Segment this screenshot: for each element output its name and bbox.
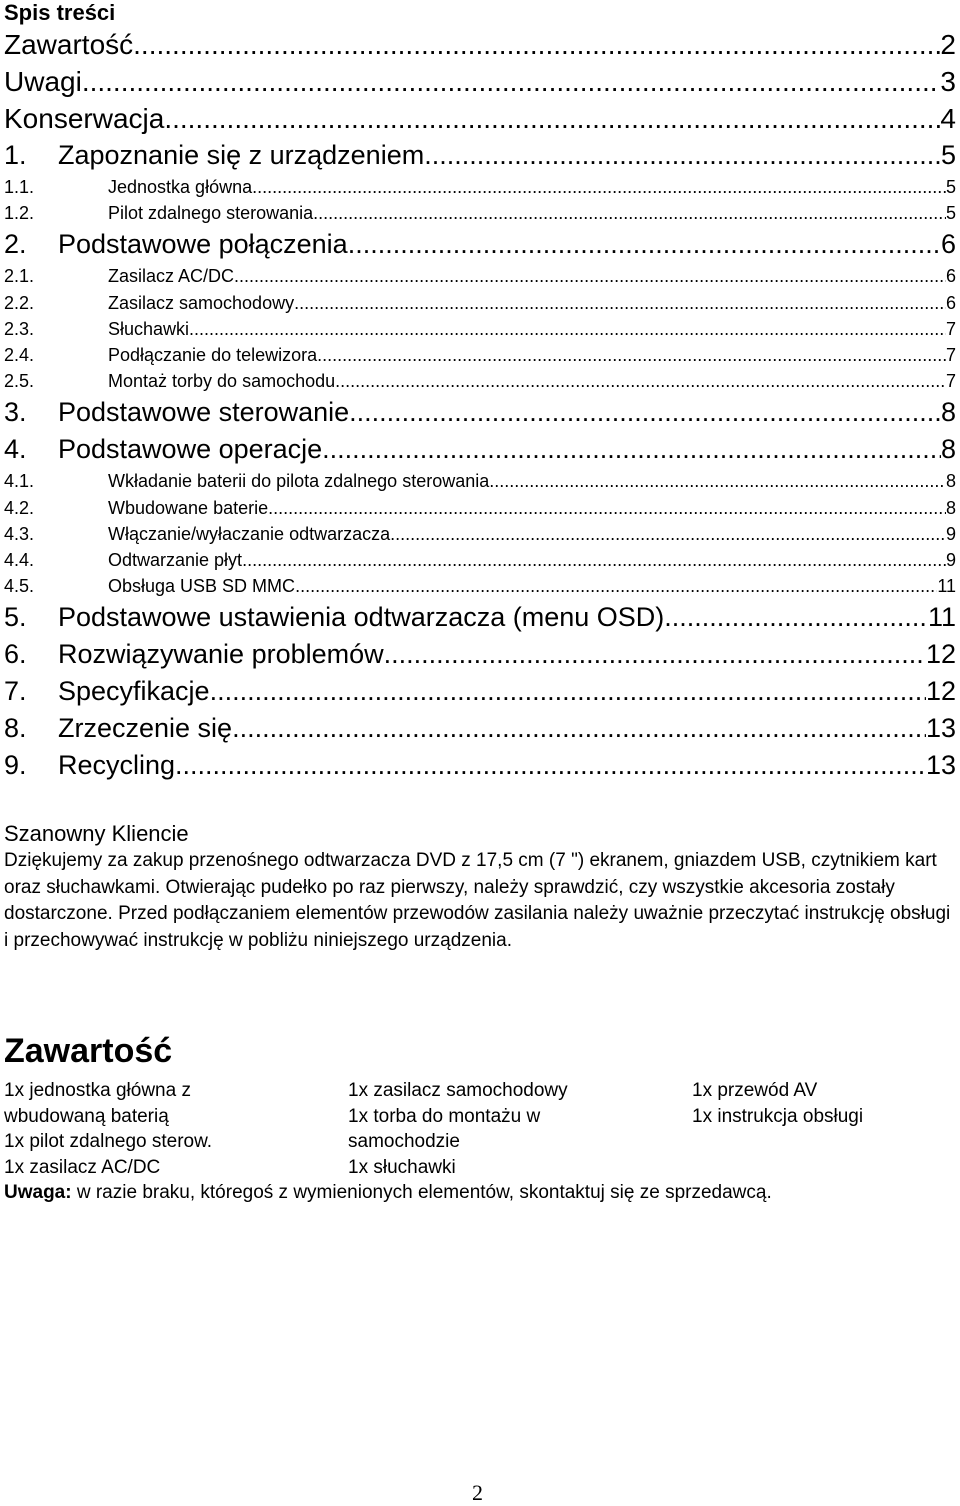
contents-item: 1x przewód AV: [692, 1080, 818, 1101]
toc-dot-leader: [268, 495, 946, 521]
toc-dot-leader: [294, 290, 946, 316]
toc-entry-title: Uwagi: [4, 66, 82, 97]
note-text: w razie braku, któregoś z wymienionych elementów, skontaktuj się ze sprzedawcą.: [71, 1182, 772, 1203]
toc-entry[interactable]: [4, 495, 956, 521]
toc-entry[interactable]: [4, 599, 956, 636]
toc-dot-leader: [295, 573, 937, 599]
toc-dot-leader: [489, 468, 946, 494]
contents-item: samochodzie: [348, 1131, 460, 1152]
toc-dot-leader: [349, 394, 941, 431]
toc-entry[interactable]: [4, 137, 956, 174]
toc-heading: Spis treści: [4, 0, 116, 25]
toc-entry-page: 8: [945, 471, 956, 492]
toc-entry-number: 6.: [4, 639, 27, 670]
toc-entry-number: 3.: [4, 397, 27, 428]
toc-dot-leader: [322, 431, 941, 468]
toc-entry-page: 8: [945, 497, 956, 518]
page-number: 2: [472, 1480, 483, 1505]
toc-dot-leader: [164, 100, 940, 137]
contents-item: 1x instrukcja obsługi: [692, 1105, 864, 1127]
toc-dot-leader: [390, 521, 946, 547]
toc-entry-page: 13: [925, 750, 956, 781]
toc-entry-title: Specyfikacje: [58, 676, 210, 707]
toc-entry-number: 2.4.: [4, 344, 35, 365]
toc-dot-leader: [348, 226, 941, 263]
toc-entry-page: 11: [927, 602, 956, 633]
contents-column: [348, 1078, 568, 1180]
toc-dot-leader: [313, 200, 946, 226]
toc-entry[interactable]: [4, 290, 956, 316]
contents-item: 1x zasilacz AC/DC: [4, 1156, 161, 1178]
toc-entry-number: 5.: [4, 602, 27, 633]
toc-dot-leader: [232, 710, 926, 747]
toc-entry[interactable]: [4, 368, 956, 394]
toc-entry-page: 2: [940, 29, 956, 60]
toc-entry[interactable]: [4, 710, 956, 747]
toc-entry-page: 12: [925, 639, 956, 670]
contents-item: 1x torba do montażu w: [348, 1105, 541, 1127]
toc-entry-number: 4.: [4, 434, 27, 465]
toc-entry[interactable]: [4, 263, 956, 289]
intro-section: [4, 820, 954, 954]
toc-entry-number: 4.2.: [4, 497, 35, 518]
contents-heading: Zawartość: [4, 1032, 173, 1070]
toc-entry[interactable]: [4, 316, 956, 342]
toc-dot-leader: [210, 673, 926, 710]
toc-entry[interactable]: [4, 636, 956, 673]
toc-entry-number: 4.1.: [4, 471, 35, 492]
toc-entry-title: Montaż torby do samochodu: [108, 371, 336, 392]
toc-entry-number: 4.5.: [4, 576, 35, 597]
toc-entry-page: 7: [945, 318, 956, 339]
toc-entry-number: 2.3.: [4, 318, 35, 339]
toc-dot-leader: [133, 26, 940, 63]
toc-entry-title: Podstawowe ustawienia odtwarzacza (menu OSD): [58, 602, 665, 633]
toc-dot-leader: [317, 342, 946, 368]
toc-entry-title: Zasilacz samochodowy: [108, 292, 295, 313]
toc-entry-title: Wkładanie baterii do pilota zdalnego sterowania: [108, 471, 490, 492]
toc-dot-leader: [189, 316, 946, 342]
intro-paragraph: Dziękujemy za zakup przenośnego odtwarzacza DVD z 17,5 cm (7 ") ekranem, gniazdem USB, czytnikiem kart oraz słuchawkami. Otwierając pudełko po raz pierwszy, należy sprawdzić, czy wszystkie akcesoria zostały dostarczone. Przed podłączaniem elementów przewodów zasilania należy uważnie przeczytać instrukcję obsługi i przechowywać instrukcję w pobliżu niniejszego urządzenia.: [4, 850, 951, 951]
toc-entry-number: 2.2.: [4, 292, 35, 313]
contents-column: [692, 1078, 863, 1129]
toc-entry[interactable]: [4, 747, 956, 784]
toc-entry-page: 13: [925, 713, 956, 744]
toc-entry-number: 1.: [4, 140, 27, 170]
toc-entry-number: 2.5.: [4, 371, 35, 392]
toc-entry-page: 12: [925, 676, 956, 707]
toc-dot-leader: [384, 636, 926, 673]
toc-entry-title: Wbudowane baterie: [108, 497, 269, 518]
toc-entry-page: 5: [940, 140, 956, 170]
toc-entry-title: Jednostka główna: [108, 177, 253, 197]
toc-entry-number: 1.1.: [4, 177, 35, 197]
toc-entry-title: Pilot zdalnego sterowania: [108, 203, 314, 224]
toc-dot-leader: [252, 174, 946, 200]
toc-entry-page: 11: [937, 576, 956, 597]
toc-entry-title: Konserwacja: [4, 103, 165, 134]
toc-dot-leader: [664, 599, 928, 636]
toc-entry-number: 2.: [4, 229, 27, 260]
toc-entry-number: 2.1.: [4, 266, 35, 287]
contents-item: 1x zasilacz samochodowy: [348, 1080, 568, 1101]
toc-entry[interactable]: [4, 394, 956, 431]
toc-entry-title: Rozwiązywanie problemów: [58, 639, 384, 670]
toc-entry-title: Zapoznanie się z urządzeniem: [58, 140, 425, 170]
toc-entry-title: Zrzeczenie się: [58, 713, 233, 744]
toc-entry-title: Recycling: [58, 750, 176, 781]
note-label: Uwaga:: [4, 1182, 72, 1203]
toc-dot-leader: [242, 547, 946, 573]
toc-entry-title: Podstawowe połączenia: [58, 229, 348, 260]
toc-entry-page: 8: [940, 434, 956, 465]
toc-entry-page: 6: [945, 266, 956, 287]
contents-item: 1x pilot zdalnego sterow.: [4, 1131, 213, 1152]
toc-entry[interactable]: [4, 63, 956, 100]
toc-entry-page: 8: [940, 397, 956, 428]
toc-dot-leader: [175, 747, 926, 784]
toc-dot-leader: [424, 137, 941, 174]
missing-items-note: [4, 1180, 954, 1205]
toc-entry[interactable]: [4, 431, 956, 468]
toc-entry[interactable]: [4, 226, 956, 263]
toc-entry-title: Zawartość: [4, 29, 134, 60]
toc-dot-leader: [335, 368, 946, 394]
toc-entry-number: 9.: [4, 750, 27, 781]
contents-item: wbudowaną baterią: [4, 1105, 169, 1127]
toc-entry-number: 4.3.: [4, 523, 35, 544]
toc-dot-leader: [234, 263, 946, 289]
toc-entry-page: 3: [940, 66, 956, 97]
toc-entry-title: Włączanie/wyłaczanie odtwarzacza: [108, 523, 391, 544]
contents-item: 1x jednostka główna z: [4, 1080, 191, 1101]
toc-entry-page: 4: [940, 103, 956, 134]
toc-entry-page: 9: [945, 549, 956, 570]
toc-entry-number: 4.4.: [4, 549, 35, 570]
toc-entry[interactable]: [4, 573, 956, 599]
toc-entry[interactable]: [4, 100, 956, 137]
toc-entry-page: 9: [945, 523, 956, 544]
toc-entry[interactable]: [4, 673, 956, 710]
toc-entry-page: 7: [945, 371, 956, 392]
toc-entry[interactable]: [4, 26, 956, 63]
toc-entry-title: Słuchawki: [108, 318, 190, 339]
greeting: Szanowny Kliencie: [4, 821, 189, 846]
toc-entry-page: 5: [945, 203, 956, 224]
toc-entry-page: 6: [945, 292, 956, 313]
toc-entry-page: 6: [940, 229, 956, 260]
toc-entry-page: 7: [945, 344, 956, 365]
toc-entry-title: Odtwarzanie płyt: [108, 549, 243, 570]
toc-entry[interactable]: [4, 342, 956, 368]
toc-entry-title: Zasilacz AC/DC: [108, 266, 235, 287]
table-of-contents: [4, 26, 956, 784]
toc-entry-title: Obsługa USB SD MMC: [108, 576, 296, 597]
toc-entry-title: Podstawowe sterowanie: [58, 397, 350, 428]
toc-entry-number: 7.: [4, 676, 27, 707]
toc-entry-number: 8.: [4, 713, 27, 744]
contents-column: [4, 1078, 212, 1180]
toc-entry[interactable]: [4, 468, 956, 494]
toc-entry[interactable]: [4, 547, 956, 573]
toc-dot-leader: [82, 63, 941, 100]
toc-entry[interactable]: [4, 200, 956, 226]
contents-item: 1x słuchawki: [348, 1156, 456, 1178]
toc-entry-page: 5: [945, 177, 956, 197]
toc-entry[interactable]: [4, 521, 956, 547]
toc-entry-number: 1.2.: [4, 203, 35, 224]
toc-entry-title: Podłączanie do telewizora: [108, 344, 318, 365]
toc-entry-title: Podstawowe operacje: [58, 434, 323, 465]
toc-entry[interactable]: [4, 174, 956, 200]
